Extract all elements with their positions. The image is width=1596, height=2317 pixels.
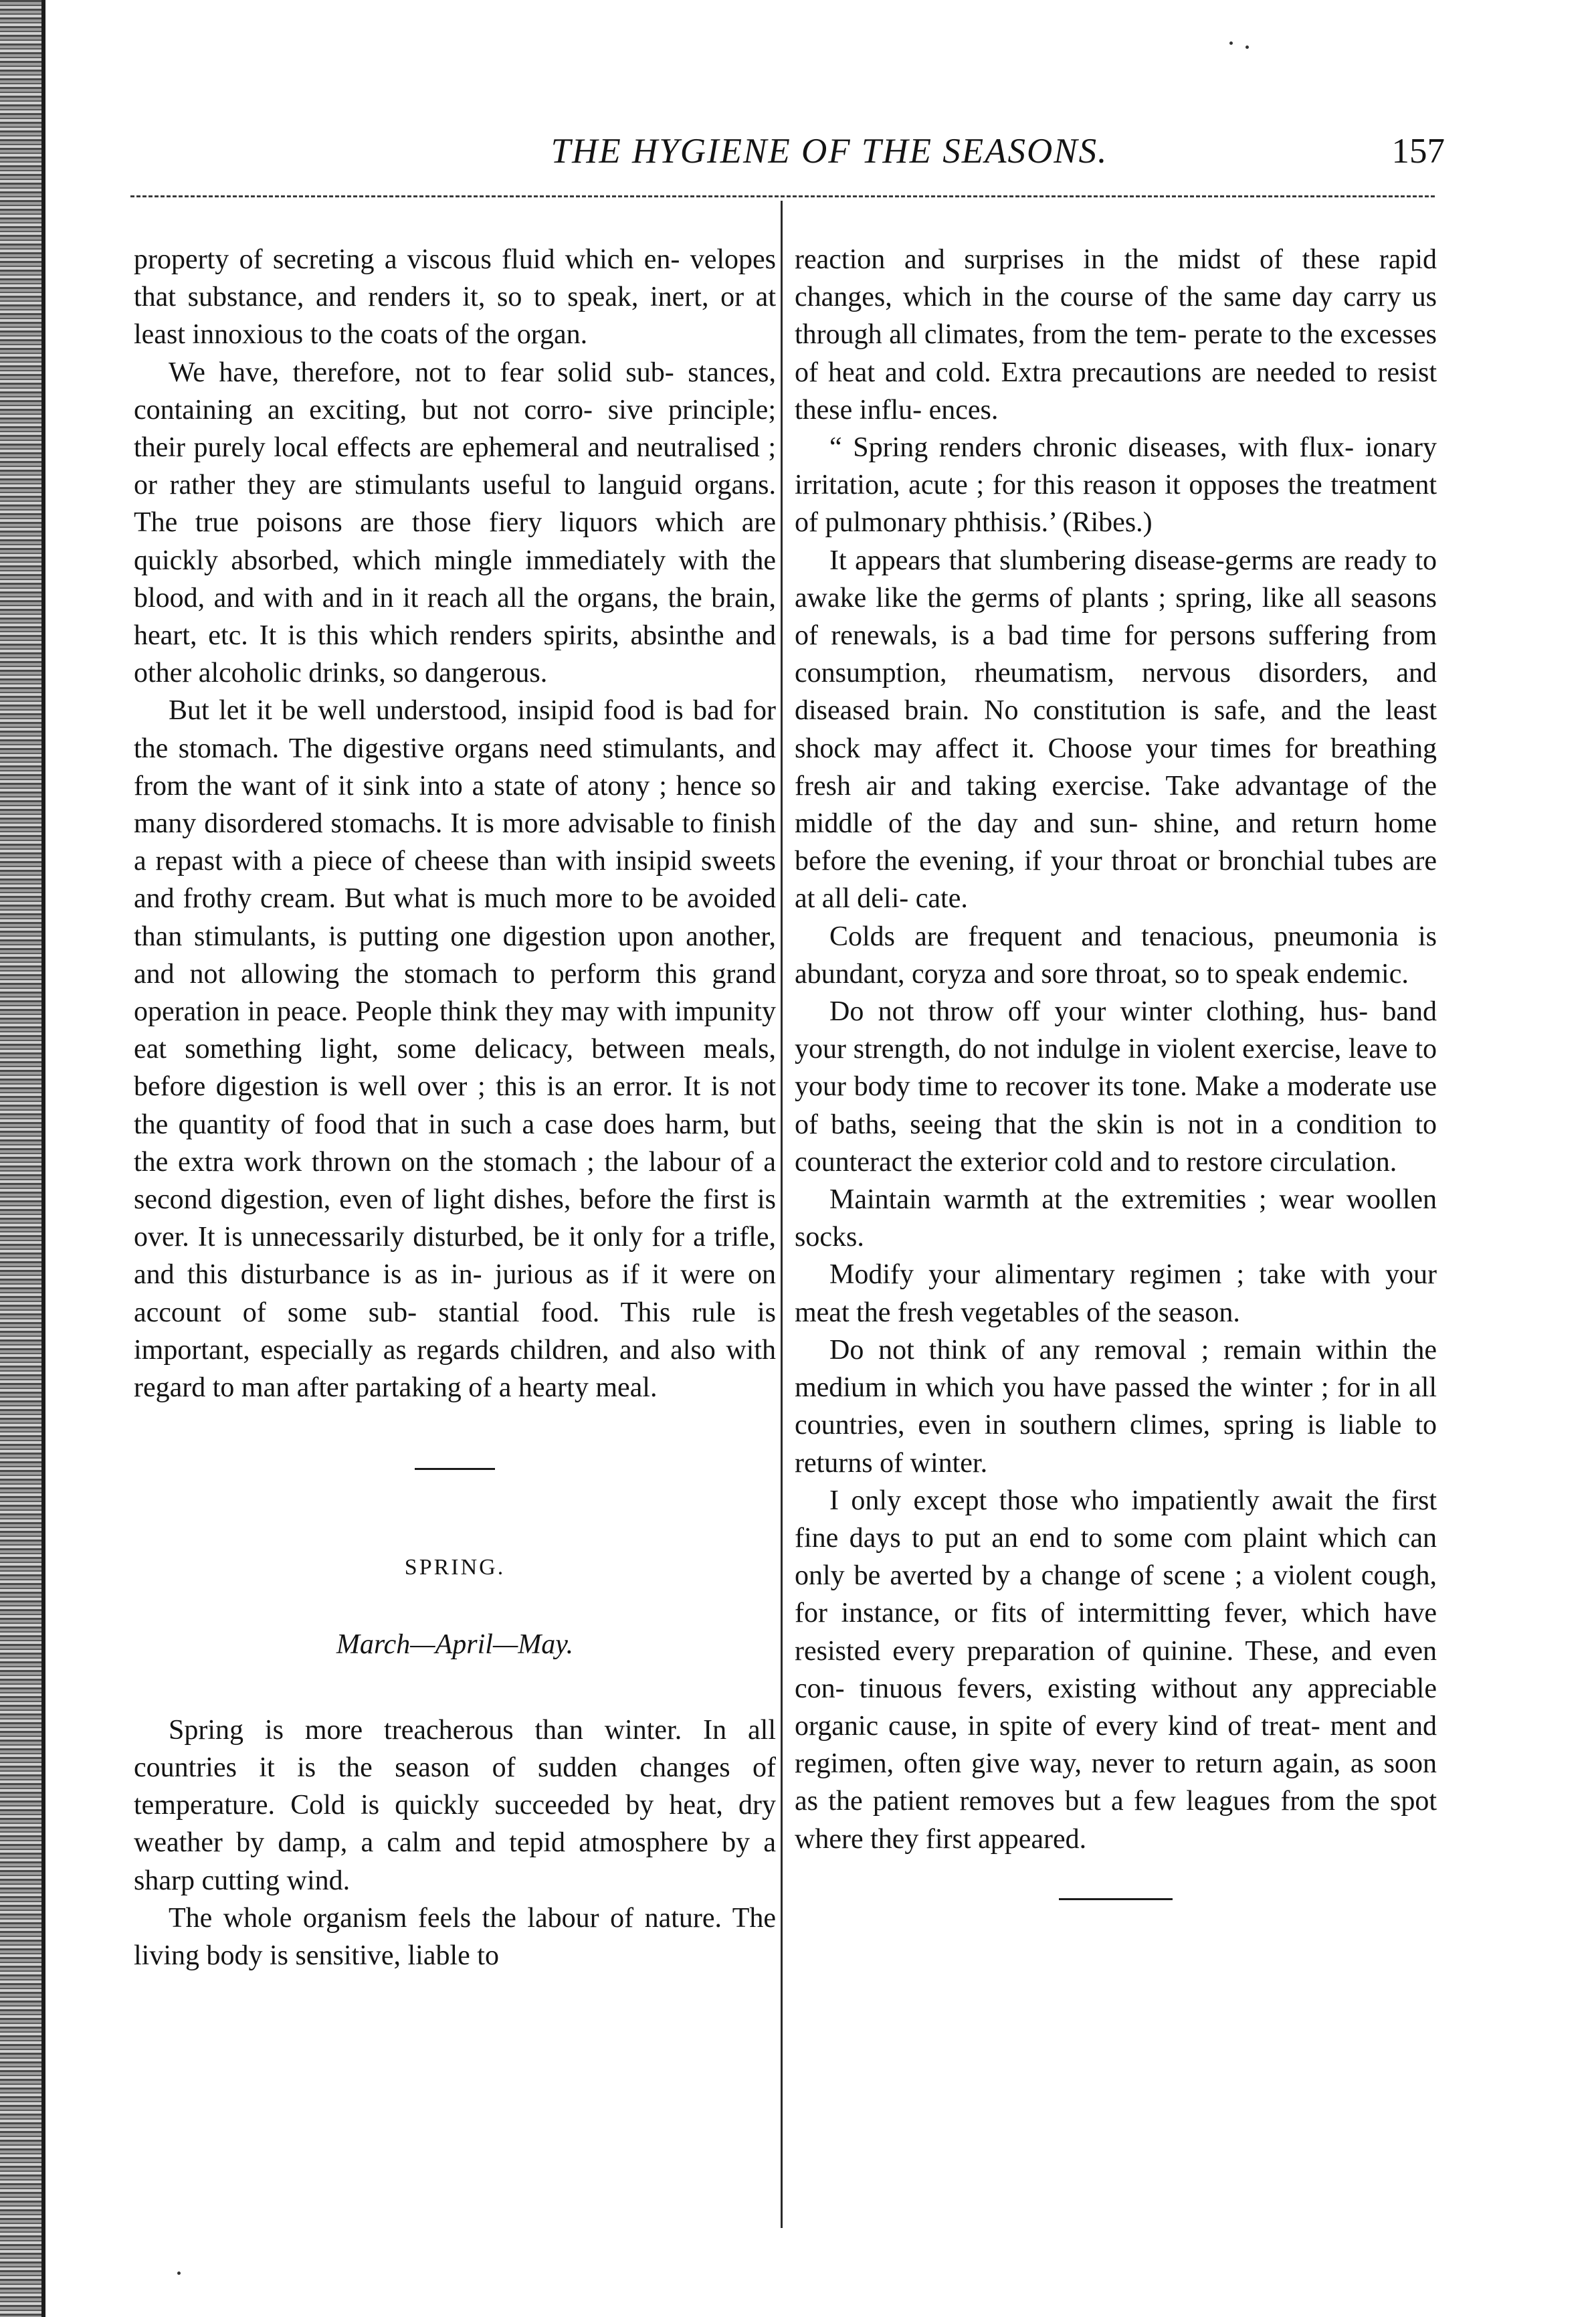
- paragraph: property of secreting a viscous fluid which en- velopes that substance, and renders it, so to speak, inert, or at least innoxious to the coats of the organ.: [134, 244, 776, 351]
- paragraph: Modify your alimentary regimen ; take with your meat the fresh vegetables of the season.: [795, 1259, 1437, 1328]
- section-divider: [415, 1468, 495, 1470]
- scan-speck: [1245, 45, 1249, 49]
- paragraph: The whole organism feels the labour of nature. The living body is sensitive, liable to: [134, 1902, 776, 1971]
- paragraph: Do not throw off your winter clothing, hus- band your strength, do not indulge in violent exercise, leave to your body time to recover its tone. Make a moderate use of baths, seeing that the skin is not in a condition to counteract the exterior cold and to restore circulation.: [795, 996, 1437, 1178]
- paragraph: But let it be well understood, insipid food is bad for the stomach. The digestive organs need stimulants, and from the want of it sink into a state of atony ; hence so many disordered stomachs. It is more advisable to finish a repast with a piece of cheese than with insipid sweets and frothy cream. But what is much more to be avoided than stimulants, is putting one digestion upon another, and not allowing the stomach to perform this grand operation in peace. People think they may with impunity eat something light, some delicacy, between meals, before digestion is well over ; this is an error. It is not the quantity of food that in such a case does harm, but the extra work thrown on the stomach ; the labour of a second digestion, even of light dishes, before the first is over. It is unnecessarily disturbed, be it only for a trifle, and this disturbance is as in- jurious as if it were on account of some sub- stantial food. This rule is important, especially as regards children, and also with regard to man after partaking of a hearty meal.: [134, 695, 776, 1404]
- paragraph: Do not think of any removal ; remain within the medium in which you have passed the winter ; for in all countries, even in southern climes, spring is liable to returns of winter.: [795, 1334, 1437, 1479]
- paragraph: reaction and surprises in the midst of these rapid changes, which in the course of the same day carry us through all climates, from the tem- perate to the excesses of heat and cold. Extra precautions are needed to resist these influ- ences.: [795, 244, 1437, 426]
- column-divider: [781, 201, 783, 2228]
- paragraph: It appears that slumbering disease-germs are ready to awake like the germs of plants ; spring, like all seasons of renewals, is a bad time for persons suffering from consumption, rheumatism, nervous disorders, and diseased brain. No constitution is safe, and the least shock may affect it. Choose your times for breathing fresh air and taking exercise. Take advantage of the middle of the day and sun- shine, and return home before the evening, if your throat or bronchial tubes are at all deli- cate.: [795, 545, 1437, 915]
- paragraph: Spring is more treacherous than winter. In all countries it is the season of sudden changes of temperature. Cold is quickly succeeded by heat, dry weather by damp, a calm and tepid atmosphere by a sharp cutting wind.: [134, 1714, 776, 1896]
- paragraph: We have, therefore, not to fear solid sub- stances, containing an exciting, but not corro- sive principle; their purely local effects are ephemeral and neutralised ; or rather they are stimulants useful to languid organs. The true poisons are those fiery liquors which are quickly absorbed, which mingle immediately with the blood, and with and in it reach all the organs, the brain, heart, etc. It is this which renders spirits, absinthe and other alcoholic drinks, so dangerous.: [134, 357, 776, 689]
- header-rule: [130, 195, 1435, 197]
- scan-speck: [177, 2272, 181, 2275]
- section-months: March—April—May.: [336, 1629, 574, 1660]
- right-column: [795, 241, 1437, 1900]
- scan-speck: [1229, 41, 1233, 45]
- paragraph: “ Spring renders chronic diseases, with flux- ionary irritation, acute ; for this reason it opposes the treatment of pulmonary phthisis.’ (Ribes.): [795, 432, 1437, 539]
- paragraph: Maintain warmth at the extremities ; wear woollen socks.: [795, 1184, 1437, 1253]
- paragraph: I only except those who impatiently await the first fine days to put an end to some com plaint which can only be averted by a change of scene ; a violent cough, for instance, or fits of intermitting fever, which have resisted every preparation of quinine. These, and even con- tinuous fevers, existing without any appreciable organic cause, in spite of every kind of treat- ment and regimen, often give way, never to return again, as soon as the patient removes but a few leagues from the spot where they first appeared.: [795, 1485, 1437, 1855]
- page-number: 157: [1391, 132, 1445, 171]
- binding-shadow: [41, 0, 45, 2317]
- end-divider: [1059, 1898, 1173, 1900]
- section-title: SPRING.: [404, 1555, 506, 1580]
- left-column: [134, 241, 776, 1974]
- running-title: THE HYGIENE OF THE SEASONS.: [551, 132, 1108, 171]
- page-binding-edge: [0, 0, 41, 2317]
- paragraph: Colds are frequent and tenacious, pneumonia is abundant, coryza and sore throat, so to speak endemic.: [795, 921, 1437, 990]
